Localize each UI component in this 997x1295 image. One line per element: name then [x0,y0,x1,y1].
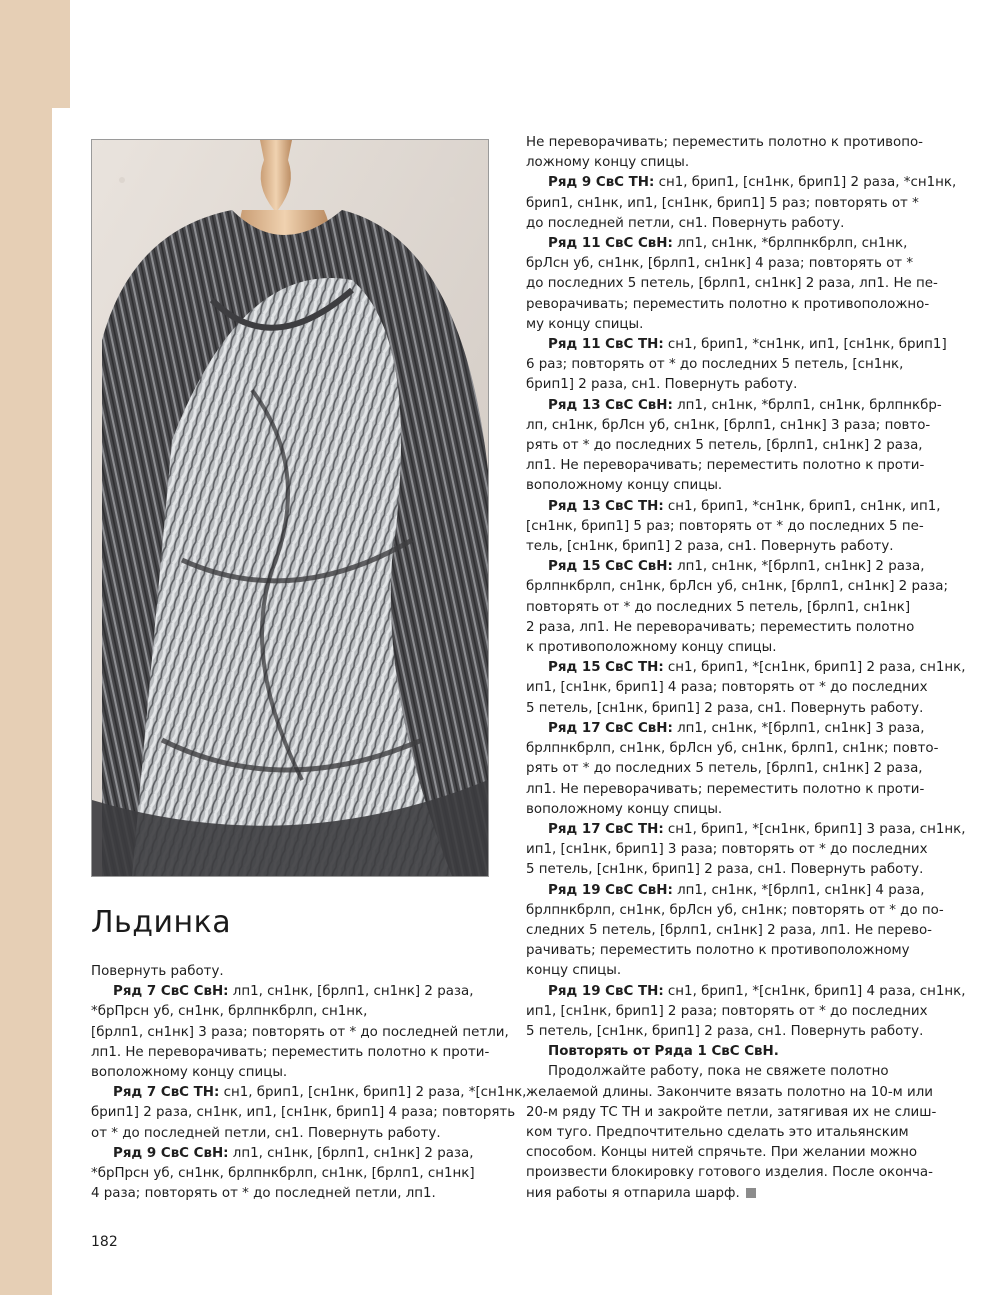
row-text: желаемой длины. Закончите вязать полотно на 10-м или [526,1084,933,1100]
text-line [526,557,928,577]
row-text: 5 петель, [сн1нк, брип1] 2 раза, сн1. Повернуть работу. [526,700,924,716]
row-text: брип1] 2 раза, сн1нк, ип1, [сн1нк, брип1] 4 раза; повторять [91,1105,516,1121]
row-text: ния работы я отпарила шарф. [526,1185,740,1201]
text-line [526,254,928,274]
row-text: способом. Концы нитей спрячьте. При желании можно [526,1145,918,1161]
text-line [91,1043,491,1063]
row-text: рять от * до последних 5 петель, [брлп1, сн1нк] 2 раза, [526,761,923,777]
pattern-title: Льдинка [91,905,232,940]
right-text-column [526,133,966,1204]
text-line [526,497,941,517]
row-text: лп1, сн1нк, *[брлп1, сн1нк] 2 раза, [672,559,925,575]
text-line [526,658,966,678]
row-text: *брПрсн уб, сн1нк, брлпнкбрлп, сн1нк, [91,1004,368,1020]
row-text: сн1, брип1, [сн1нк, брип1] 2 раза, *сн1нк, [654,175,957,191]
text-line [526,194,928,214]
row-text: брлпнкбрлп, сн1нк, брЛсн уб, сн1нк, [брлп1, сн1нк] 2 раза; [526,579,948,595]
text-line [91,1063,491,1083]
row-text: Повернуть работу. [91,964,224,979]
row-label: Ряд 19 СвС СвН: [548,882,673,898]
text-line [526,598,928,618]
text-line [526,335,947,355]
row-label: Ряд 9 СвС ТН: [548,175,655,191]
text-line [526,780,928,800]
row-label: Ряд 7 СвС ТН: [113,1085,220,1101]
text-line [526,537,928,557]
end-square-icon [746,1188,756,1198]
row-text: произвести блокировку готового изделия. После оконча- [526,1165,933,1181]
row-text: 2 раза, лп1. Не переворачивать; переместить полотно [526,619,915,635]
text-line [526,234,928,254]
row-label: Ряд 19 СвС ТН: [548,983,664,999]
row-text: 20-м ряду ТС ТН и закройте петли, затягивая их не слиш- [526,1104,937,1120]
row-text: рачивать; переместить полотно к противоположному [526,943,910,959]
text-line [526,699,928,719]
text-line [91,1184,491,1204]
row-text: лп1, сн1нк, [брлп1, сн1нк] 2 раза, [228,984,474,1000]
text-line [91,1144,491,1164]
row-label: Ряд 13 СвС ТН: [548,498,664,514]
text-line [91,1124,491,1144]
text-line [526,1083,933,1103]
text-line [526,375,928,395]
row-label: Ряд 17 СвС СвН: [548,720,673,736]
text-line [526,315,928,335]
row-text: [брлп1, сн1нк] 3 раза; повторять от * до последней петли, [91,1024,509,1040]
page-number: 182 [91,1234,118,1250]
row-text: ип1, [сн1нк, брип1] 4 раза; повторять от * до последних [526,680,928,696]
text-line [526,295,928,315]
row-text: сн1, брип1, *сн1нк, брип1, сн1нк, ип1, [663,498,941,514]
text-line [526,881,928,901]
row-text: сн1, брип1, [сн1нк, брип1] 2 раза, *[сн1нк, [219,1085,527,1101]
text-line [526,456,928,476]
text-line [526,759,928,779]
row-text: воположному концу спицы. [91,1065,288,1081]
text-line [526,1163,933,1183]
row-label: Ряд 9 СвС СвН: [113,1145,229,1161]
text-line [526,820,966,840]
row-text: тель, [сн1нк, брип1] 2 раза, сн1. Повернуть работу. [526,539,894,555]
text-line [526,961,928,981]
text-line [526,719,928,739]
text-line [526,678,928,698]
row-text: от * до последней петли, сн1. Повернуть работу. [91,1125,441,1141]
text-line [526,982,966,1002]
knitted-scarf-photo-icon [92,140,488,876]
row-text: лп1, сн1нк, *[брлп1, сн1нк] 3 раза, [672,720,925,736]
text-line [526,739,939,759]
text-line [526,1062,928,1082]
row-text: к противоположному концу спицы. [526,640,777,656]
row-text: сн1, брип1, *[сн1нк, брип1] 3 раза, сн1нк, [663,821,966,837]
text-line [526,1143,928,1163]
text-line [526,476,928,496]
row-text: 4 раза; повторять от * до последней петли, лп1. [91,1186,436,1202]
text-line [526,274,938,294]
row-text: воположному концу спицы. [526,801,723,817]
row-text: сн1, брип1, *[сн1нк, брип1] 4 раза, сн1нк, [663,983,966,999]
row-text: брип1, сн1нк, ип1, [сн1нк, брип1] 5 раз; повторять от * [526,195,919,211]
row-text: брлпнкбрлп, сн1нк, брЛсн уб, сн1нк, брлп1, сн1нк; повто- [526,741,939,757]
text-line [91,962,491,982]
row-label: Ряд 15 СвС ТН: [548,660,664,676]
text-line [526,517,928,537]
text-line [526,1123,928,1143]
row-text: следних 5 петель, [брлп1, сн1нк] 2 раза, лп1. Не перево- [526,922,932,938]
row-text: лп1, сн1нк, [брлп1, сн1нк] 2 раза, [228,1145,474,1161]
text-line [526,173,957,193]
text-line [526,941,928,961]
text-line [526,577,948,597]
text-line [526,901,944,921]
row-text: ложному концу спицы. [526,155,690,171]
row-text: брЛсн уб, сн1нк, [брлп1, сн1нк] 4 раза; повторять от * [526,256,914,272]
row-text: сн1, брип1, *сн1нк, ип1, [сн1нк, брип1] [663,337,947,353]
row-label: Ряд 11 СвС СвН: [548,236,673,252]
text-line [526,436,928,456]
row-label: Ряд 11 СвС ТН: [548,337,664,353]
row-text: ком туго. Предпочтительно сделать это итальянским [526,1124,909,1140]
row-text: 5 петель, [сн1нк, брип1] 2 раза, сн1. Повернуть работу. [526,862,924,878]
row-text: до последних 5 петель, [брлп1, сн1нк] 2 раза, лп1. Не пе- [526,276,938,292]
row-text: лп1, сн1нк, *[брлп1, сн1нк] 4 раза, [672,882,925,898]
row-text: рять от * до последних 5 петель, [брлп1, сн1нк] 2 раза, [526,438,923,454]
row-text: 5 петель, [сн1нк, брип1] 2 раза, сн1. Повернуть работу. [526,1023,924,1039]
row-text: воположному концу спицы. [526,478,723,494]
text-line [526,153,928,173]
text-line [526,1103,937,1123]
text-line [91,1083,527,1103]
text-line [526,396,942,416]
row-text: до последней петли, сн1. Повернуть работу. [526,215,845,231]
row-text: ип1, [сн1нк, брип1] 3 раза; повторять от * до последних [526,842,928,858]
row-text: [сн1нк, брип1] 5 раз; повторять от * до последних 5 пе- [526,518,924,534]
text-line [91,1103,516,1123]
text-line [526,800,928,820]
row-text: лп1. Не переворачивать; переместить полотно к проти- [91,1044,490,1060]
text-line [526,214,928,234]
text-line [526,1002,928,1022]
row-text: ип1, [сн1нк, брип1] 2 раза; повторять от * до последних [526,1003,928,1019]
row-text: лп1, сн1нк, *брлп1, сн1нк, брлпнкбр- [672,397,942,413]
text-line [526,618,928,638]
text-line [526,1042,928,1062]
row-text: брлпнкбрлп, сн1нк, брЛсн уб, сн1нк; повторять от * до по- [526,902,944,918]
row-text: лп1. Не переворачивать; переместить полотно к проти- [526,781,925,797]
row-text: лп1. Не переворачивать; переместить полотно к проти- [526,458,925,474]
row-text: Не переворачивать; переместить полотно к противопо- [526,135,924,150]
text-line [526,840,928,860]
text-line [526,355,928,375]
row-label: Повторять от Ряда 1 СвС СвН. [548,1044,779,1060]
row-text: реворачивать; переместить полотно к противоположно- [526,296,930,312]
text-line [526,638,928,658]
row-text: Продолжайте работу, пока не свяжете полотно [548,1064,889,1080]
left-text-column [91,962,527,1204]
text-line [526,1184,928,1204]
row-text: брип1] 2 раза, сн1. Повернуть работу. [526,377,798,393]
row-label: Ряд 13 СвС СвН: [548,397,673,413]
text-line [91,1023,509,1043]
row-text: лп, сн1нк, брЛсн уб, сн1нк, [брлп1, сн1нк] 3 раза; повто- [526,417,931,433]
text-line [91,982,491,1002]
row-label: Ряд 15 СвС СвН: [548,559,673,575]
row-text: лп1, сн1нк, *брлпнкбрлп, сн1нк, [672,236,908,252]
text-line [526,1022,928,1042]
row-label: Ряд 7 СвС СвН: [113,984,229,1000]
text-line [91,1002,491,1022]
row-text: *брПрсн уб, сн1нк, брлпнкбрлп, сн1нк, [брлп1, сн1нк] [91,1166,475,1182]
row-text: концу спицы. [526,963,622,979]
text-line [91,1164,491,1184]
text-line [526,860,928,880]
text-line [526,416,931,436]
row-text: повторять от * до последних 5 петель, [брлп1, сн1нк] [526,599,911,615]
row-text: сн1, брип1, *[сн1нк, брип1] 2 раза, сн1нк, [663,660,966,676]
scarf-photo [91,139,489,877]
row-text: 6 раз; повторять от * до последних 5 петель, [сн1нк, [526,357,904,373]
row-label: Ряд 17 СвС ТН: [548,821,664,837]
text-line [526,133,928,153]
row-text: му концу спицы. [526,316,644,332]
text-line [526,921,932,941]
